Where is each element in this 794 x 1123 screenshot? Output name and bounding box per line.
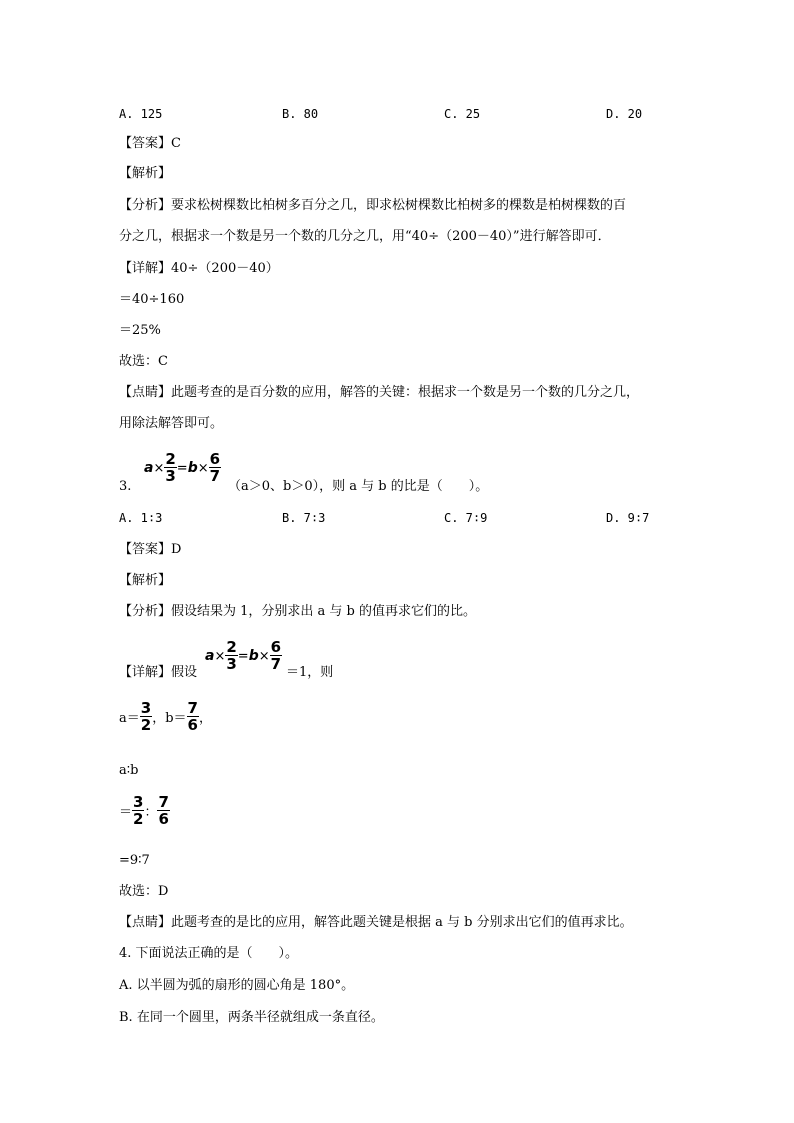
q2-jiexi-heading: 【解析】 (119, 166, 172, 181)
q2-choose: 故选：C (119, 354, 168, 369)
times-sign: × (153, 461, 165, 476)
denominator: 2 (133, 810, 144, 828)
q3-detail-suffix: ＝1，则 (286, 665, 334, 680)
var-b: b (187, 460, 198, 476)
numerator: 2 (165, 450, 176, 468)
equals-sign: = (237, 649, 249, 664)
var-b: b (248, 648, 259, 664)
q3-option-b: B. 7∶3 (282, 511, 326, 525)
q3-ratio-label: a∶b (119, 763, 139, 778)
fraction-7-6 (157, 794, 169, 827)
q3-note: 【点睛】此题考查的是比的应用，解答此题关键是根据 a 与 b 分别求出它们的值再求比。 (119, 915, 633, 930)
numerator: 3 (140, 699, 152, 717)
q3-option-c: C. 7∶9 (444, 511, 488, 525)
q2-detail-line-1: 【详解】40÷（200－40） (119, 261, 279, 276)
times-sign: × (214, 649, 226, 664)
fraction-6-7 (209, 451, 221, 484)
denominator: 7 (270, 655, 282, 673)
fraction-2-3 (225, 639, 237, 672)
fraction-7-6 (187, 700, 199, 733)
denominator: 6 (187, 716, 198, 734)
denominator: 3 (226, 655, 237, 673)
numerator: 7 (187, 699, 198, 717)
numerator: 6 (209, 450, 221, 468)
var-a: a (205, 648, 215, 664)
equals-sign: ＝ (119, 805, 133, 820)
denominator: 7 (209, 467, 221, 485)
q3-values-line (119, 700, 212, 733)
q4-option-b: B. 在同一个圆里，两条半径就组成一条直径。 (119, 1010, 384, 1025)
q2-answer: 【答案】C (119, 136, 181, 151)
numerator: 6 (270, 638, 282, 656)
q3-jiexi-heading: 【解析】 (119, 573, 172, 588)
fraction-3-2 (140, 700, 152, 733)
fraction-6-7 (270, 639, 282, 672)
q2-detail-line-3: ＝25% (119, 323, 161, 338)
q3-ratio-line (119, 794, 170, 827)
var-a: a (144, 460, 154, 476)
fraction-3-2 (132, 794, 144, 827)
numerator: 2 (226, 638, 237, 656)
q3-answer: 【答案】D (119, 542, 182, 557)
q3-option-d: D. 9∶7 (606, 511, 650, 525)
q2-option-d: D. 20 (606, 107, 643, 121)
equals-sign: = (176, 461, 188, 476)
q2-option-b: B. 80 (282, 107, 319, 121)
trailing-comma: ， (198, 711, 212, 726)
times-sign: × (258, 649, 270, 664)
fraction-2-3 (164, 451, 176, 484)
q3-option-a: A. 1∶3 (119, 511, 163, 525)
b-equals: ，b＝ (152, 711, 187, 726)
q2-detail-line-2: ＝40÷160 (119, 292, 185, 307)
q3-choose: 故选：D (119, 884, 169, 899)
ratio-colon: ： (144, 805, 158, 820)
denominator: 3 (165, 467, 176, 485)
q2-note-line-1: 【点睛】此题考查的是百分数的应用，解答的关键：根据求一个数是另一个数的几分之几， (119, 385, 640, 400)
q3-detail-prefix: 【详解】假设 (119, 665, 198, 680)
q3-stem-tail: （a＞0、b＞0），则 a 与 b 的比是（ ）。 (228, 479, 489, 494)
numerator: 3 (133, 793, 144, 811)
q3-analysis: 【分析】假设结果为 1，分别求出 a 与 b 的值再求它们的比。 (119, 604, 477, 619)
q3-number: 3. (119, 479, 132, 494)
q2-note-line-2: 用除法解答即可。 (119, 416, 224, 431)
q2-option-a: A. 125 (119, 107, 163, 121)
q3-detail-formula (205, 639, 282, 672)
q4-option-a: A. 以半圆为弧的扇形的圆心角是 180°。 (119, 978, 355, 993)
q3-result: =9∶7 (119, 853, 150, 868)
numerator: 7 (158, 793, 169, 811)
q2-option-c: C. 25 (444, 107, 481, 121)
denominator: 2 (140, 716, 152, 734)
q3-stem-formula (144, 451, 221, 484)
q2-analysis-line-1: 【分析】要求松树棵数比柏树多百分之几，即求松树棵数比柏树多的棵数是柏树棵数的百 (119, 198, 627, 213)
q2-analysis-line-2: 分之几，根据求一个数是另一个数的几分之几，用“40÷（200－40）”进行解答即可． (119, 229, 611, 244)
q4-stem: 4. 下面说法正确的是（ ）。 (119, 946, 299, 961)
times-sign: × (197, 461, 209, 476)
a-equals: a＝ (119, 711, 140, 726)
denominator: 6 (158, 810, 169, 828)
